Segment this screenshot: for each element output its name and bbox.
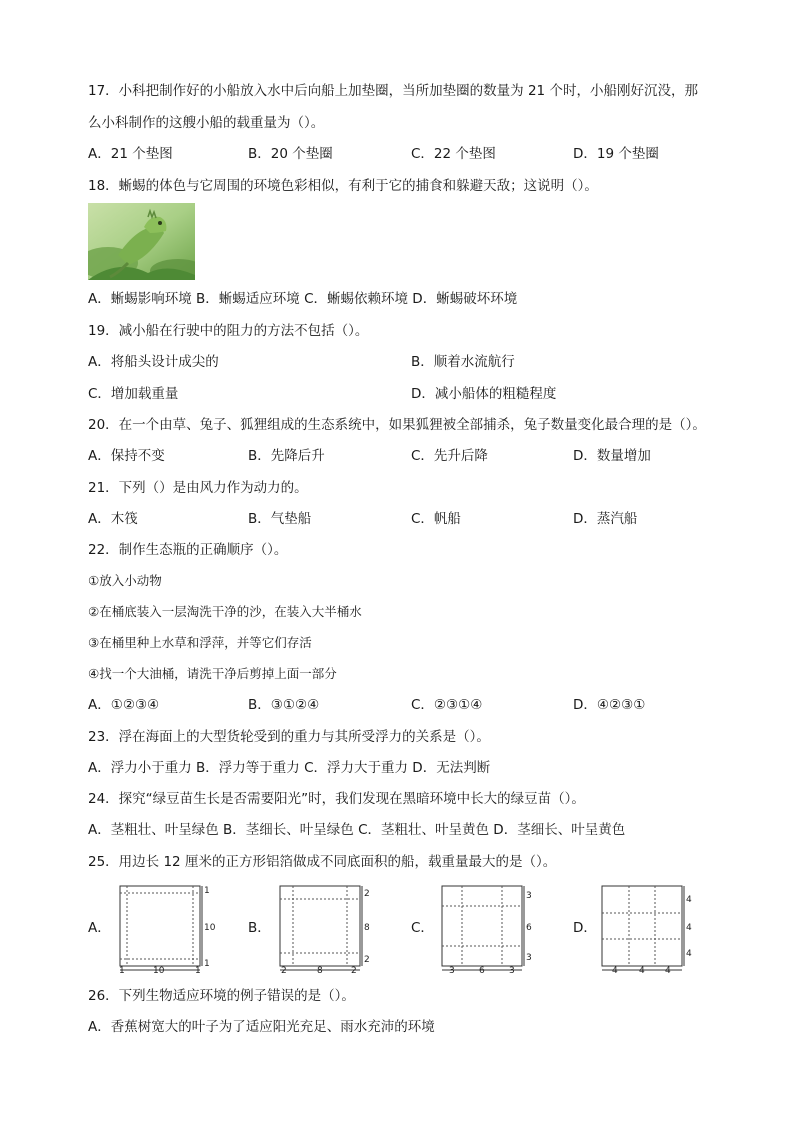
q20-option-d: D．数量增加 [573,448,651,464]
q22-step-1: ①放入小动物 [88,573,162,588]
diagram-b-bottom-1: 2 [281,966,287,974]
diagram-b-right-3: 2 [364,955,370,965]
q19-option-c: C．增加载重量 [88,386,179,402]
q26-stem: 26．下列生物适应环境的例子错误的是（）。 [88,988,355,1004]
q20-option-a: A．保持不变 [88,448,165,464]
q20-option-b: B．先降后升 [248,448,325,464]
q25-option-b-letter: B． [248,920,271,936]
diagram-a-right-2: 10 [204,923,215,933]
diagram-c-right-1: 3 [526,891,532,901]
q20-stem: 20．在一个由草、兔子、狐狸组成的生态系统中，如果狐狸被全部捕杀，兔子数量变化最合理的是（）。 [88,417,706,433]
diagram-b-right-2: 8 [364,923,370,933]
diagram-a-bottom-2: 10 [153,966,165,974]
q25-option-c-letter: C． [411,920,434,936]
diagram-a-bottom-3: 1 [195,966,201,974]
diagram-c-bottom-2: 6 [479,966,485,974]
diagram-b-bottom-3: 2 [351,966,357,974]
q24-options: A．茎粗壮、叶呈绿色 B．茎细长、叶呈绿色 C．茎粗壮、叶呈黄色 D．茎细长、叶呈黄色 [88,822,626,838]
diagram-a-bottom-1: 1 [119,966,125,974]
q18-stem: 18．蜥蜴的体色与它周围的环境色彩相似，有利于它的捕食和躲避天敌；这说明（）。 [88,178,598,194]
q22-option-a: A．①②③④ [88,697,160,713]
diagram-d-bottom-3: 4 [665,966,671,974]
q21-option-a: A．木筏 [88,511,138,527]
diagram-d-right-3: 4 [686,949,692,959]
lizard-photo [88,203,195,280]
fold-diagram-a [115,882,215,974]
q21-option-c: C．帆船 [411,511,461,527]
q17-stem-line2: 么小科制作的这艘小船的载重量为（）。 [88,115,325,131]
q19-option-a: A．将船头设计成尖的 [88,354,219,370]
q17-option-a: A．21 个垫图 [88,146,173,162]
q22-option-c: C．②③①④ [411,697,483,713]
q19-option-d: D．减小船体的粗糙程度 [411,386,557,402]
q23-options: A．浮力小于重力 B．浮力等于重力 C．浮力大于重力 D．无法判断 [88,760,491,776]
q24-stem: 24．探究“绿豆苗生长是否需要阳光”时，我们发现在黑暗环境中长大的绿豆苗（）。 [88,791,585,807]
q23-stem: 23．浮在海面上的大型货轮受到的重力与其所受浮力的关系是（）。 [88,729,490,745]
q25-stem: 25．用边长 12 厘米的正方形铝箔做成不同底面积的船，载重量最大的是（）。 [88,854,557,870]
diagram-c-right-2: 6 [526,923,532,933]
diagram-c-bottom-1: 3 [449,966,455,974]
diagram-d-right-2: 4 [686,923,692,933]
q21-stem: 21．下列（）是由风力作为动力的。 [88,480,308,496]
diagram-a-right-3: 1 [204,959,210,969]
fold-diagram-b [275,882,375,974]
q17-option-c: C．22 个垫图 [411,146,496,162]
fold-diagram-c [437,882,537,974]
q17-option-d: D．19 个垫圈 [573,146,659,162]
q18-options: A．蜥蜴影响环境 B．蜥蜴适应环境 C．蜥蜴依赖环境 D．蜥蜴破坏环境 [88,291,518,307]
diagram-b-right-1: 2 [364,889,370,899]
q22-option-b: B．③①②④ [248,697,320,713]
diagram-d-right-1: 4 [686,895,692,905]
q22-stem: 22．制作生态瓶的正确顺序（）。 [88,542,288,558]
diagram-d-bottom-1: 4 [612,966,618,974]
q21-option-b: B．气垫船 [248,511,312,527]
q21-option-d: D．蒸汽船 [573,511,638,527]
q26-option-a: A．香蕉树宽大的叶子为了适应阳光充足、雨水充沛的环境 [88,1019,435,1035]
diagram-a-right-1: 1 [204,886,210,896]
q22-step-3: ③在桶里种上水草和浮萍，并等它们存活 [88,635,312,650]
q25-option-d-letter: D． [573,920,597,936]
q25-option-a-letter: A． [88,920,111,936]
q22-step-4: ④找一个大油桶，请洗干净后剪掉上面一部分 [88,666,337,681]
diagram-b-bottom-2: 8 [317,966,323,974]
q22-step-2: ②在桶底装入一层淘洗干净的沙，在装入大半桶水 [88,604,362,619]
q17-stem-line1: 17．小科把制作好的小船放入水中后向船上加垫圈，当所加垫圈的数量为 21 个时，小船刚好沉没，那 [88,83,698,99]
q19-stem: 19．减小船在行驶中的阻力的方法不包括（）。 [88,323,369,339]
q17-option-b: B．20 个垫圈 [248,146,333,162]
diagram-c-right-3: 3 [526,953,532,963]
q22-option-d: D．④②③① [573,697,646,713]
diagram-c-bottom-3: 3 [509,966,515,974]
q19-option-b: B．顺着水流航行 [411,354,515,370]
diagram-d-bottom-2: 4 [639,966,645,974]
q20-option-c: C．先升后降 [411,448,488,464]
fold-diagram-d [597,882,697,974]
